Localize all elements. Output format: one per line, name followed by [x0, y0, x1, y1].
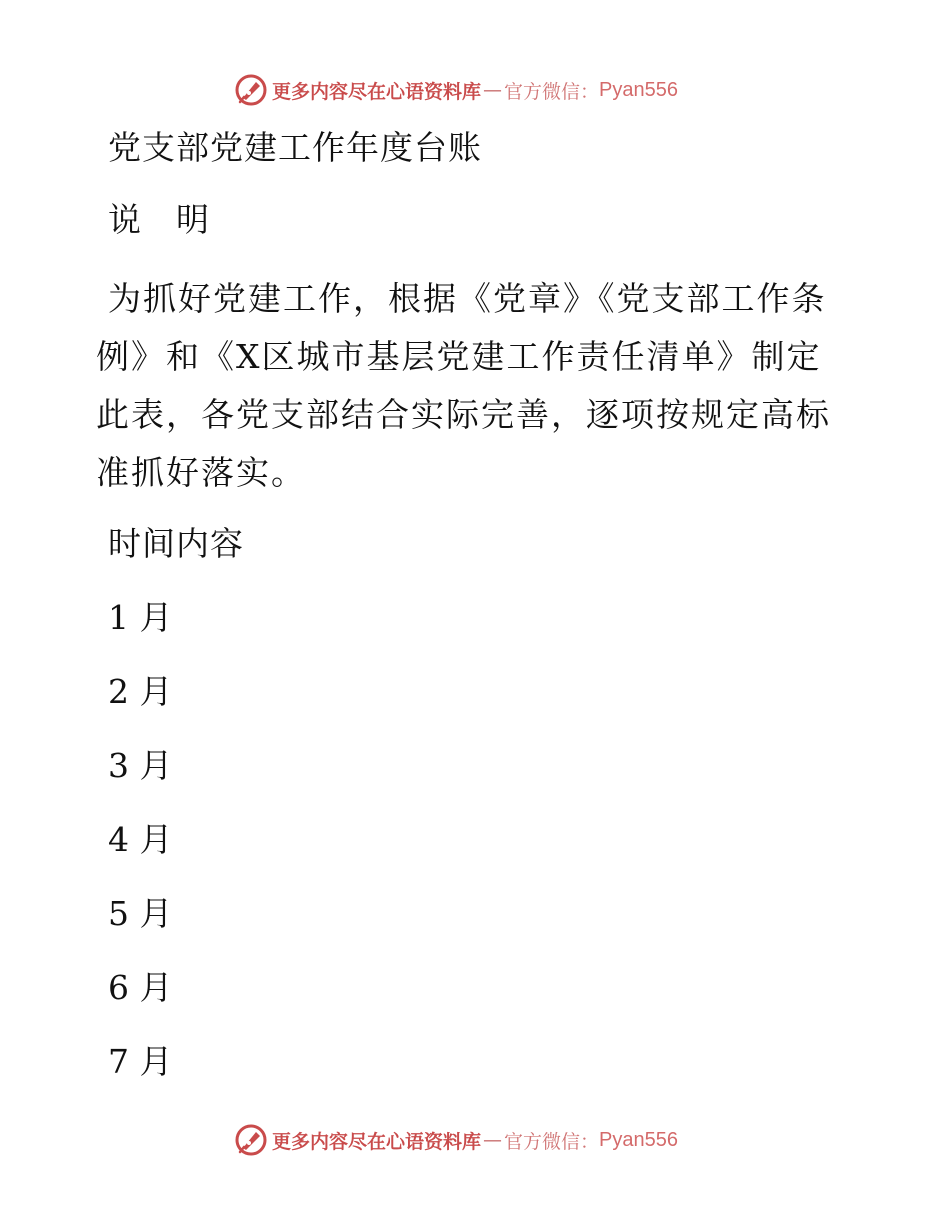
- pen-nib-logo-icon: [234, 73, 268, 107]
- month-row: 1 月: [108, 598, 173, 637]
- intro-paragraph: 为抓好党建工作，根据《党章》《党支部工作条例》和《X区城市基层党建工作责任清单》制定此表，各党支部结合实际完善，逐项按规定高标准抓好落实。: [96, 279, 831, 492]
- pen-nib-logo-icon: [234, 1123, 268, 1157]
- watermark-wechat-id: Pyan556: [599, 78, 678, 101]
- watermark-main-text: 更多内容尽在心语资料库: [272, 1130, 482, 1153]
- month-row: 4 月: [108, 820, 173, 859]
- watermark-sub-text: 官方微信：: [504, 80, 600, 103]
- month-row: 2 月: [108, 672, 173, 711]
- watermark-dash: —: [483, 79, 503, 101]
- watermark-wechat-id: Pyan556: [599, 1128, 678, 1151]
- section-heading: 说 明: [108, 200, 210, 239]
- watermark-sub-text: 官方微信：: [504, 1130, 600, 1153]
- header-watermark: [234, 72, 678, 108]
- month-row: 7 月: [108, 1042, 173, 1081]
- footer-watermark: [234, 1122, 678, 1158]
- month-row: 5 月: [108, 894, 173, 933]
- table-header: 时间内容: [108, 524, 244, 563]
- month-row: 6 月: [108, 968, 173, 1007]
- document-title: 党支部党建工作年度台账: [108, 128, 482, 167]
- watermark-main-text: 更多内容尽在心语资料库: [272, 80, 482, 103]
- month-row: 3 月: [108, 746, 173, 785]
- watermark-dash: —: [483, 1129, 503, 1151]
